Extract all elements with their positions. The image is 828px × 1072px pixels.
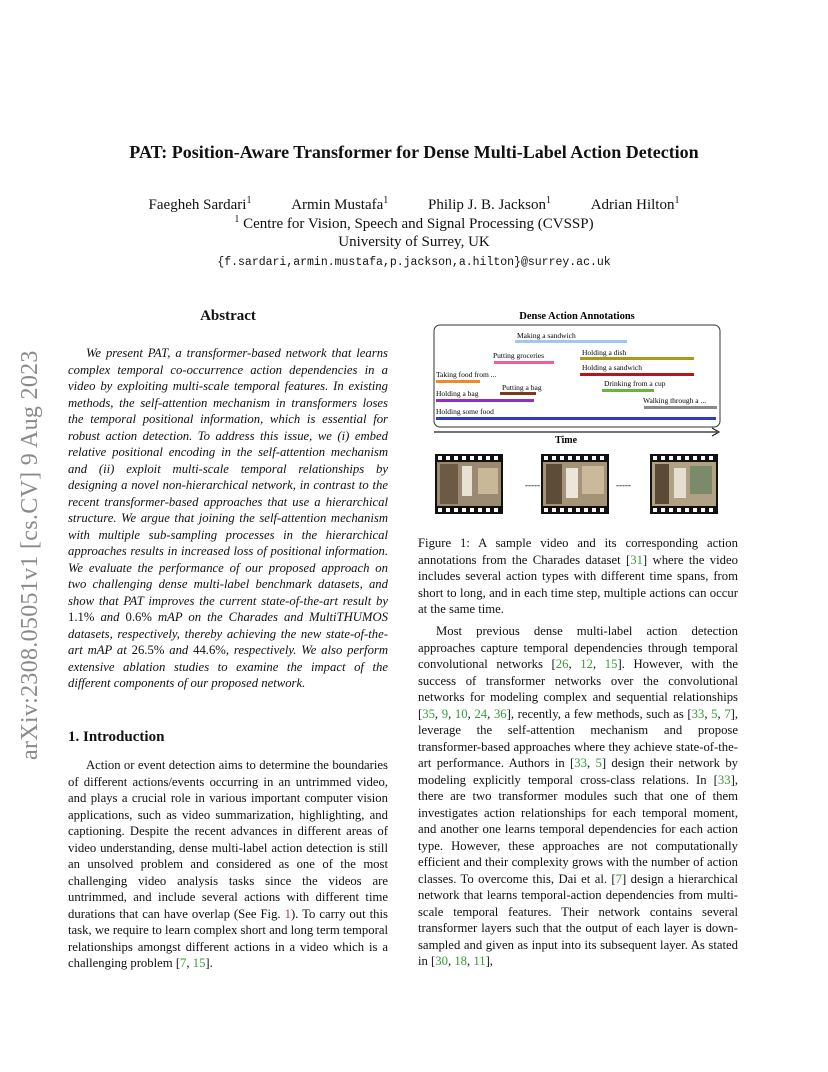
citation-link[interactable]: 35 [422,706,435,721]
action-bar [644,406,717,409]
author-2: Armin Mustafa$^1$ [291,195,389,213]
action-bar [436,399,534,402]
citation-link[interactable]: 30 [435,954,448,968]
action-label: Holding a dish [582,348,627,357]
author-emails: {f.sardari,armin.mustafa,p.jackson,a.hilton}@surrey.ac.uk [217,256,611,269]
abstract-text: We present PAT, a transformer-based network that learns complex temporal co-occurrence action dependencies in a video by exploiting multi-scale temporal features. In existing methods, the self-attention mechanism in transformers loses the temporal positional information, which is essential for robust action detection. To address this issue, we (i) embed relative positional encoding in the self-attention mechanism and (ii) exploit multi-scale temporal relationships by designing a novel non-hierarchical network, in contrast to the recent transformer-based approaches that use a hierarchical structure. We argue that joining the self-attention mechanism with multiple sub-sampling processes in the hierarchical approaches results in increased loss of positional information. We evaluate the performance of our proposed approach on two challenging dense multi-label benchmark datasets, and show that PAT improves the current state-of-the-art result by 1.1% and 0.6% mAP on the Charades and MultiTHUMOS datasets, respectively, thereby achieving the new state-of-the-art mAP at 26.5% and 44.6%, respectively. We also perform extensive ablation studies to examine the impact of the different components of our proposed network. [68,346,389,690]
time-label: Time [554,435,578,446]
action-bar [436,380,480,383]
section-heading-introduction: 1. Introduction [68,729,165,745]
university: University of Surrey, UK [338,234,490,250]
author-3: Philip J. B. Jackson$^1$ [428,195,551,213]
action-label: Holding a sandwich [582,363,642,372]
citation-link[interactable]: 10 [454,706,468,721]
author-list [0,195,828,214]
citation-link[interactable]: 26 [555,657,569,671]
citation-link[interactable]: 31 [630,552,643,567]
action-label: Holding some food [436,407,494,416]
action-label: Drinking from a cup [604,379,666,388]
frame-separator: ----- [616,480,631,490]
action-bar [436,417,716,420]
video-frame-1 [435,454,503,514]
paper-title: PAT: Position-Aware Transformer for Dense Multi-Label Action Detection [129,142,699,162]
action-label: Putting a bag [502,383,542,392]
figure-title: Dense Action Annotations [519,311,635,322]
related-work-paragraph: Most previous dense multi-label action detection approaches capture temporal dependencies through temporal convolutional networks [26, 12, 15]. However, with the success of transformer networks over the convolutional networks for modeling complex and sequential relationships [35, 9, 10, 24, 36], recently, a few methods, such as [33, 5, 7], leverage the self-attention mechanism and propose transformer-based approaches where they achieve state-of-the-art performance. Authors in [33, 5] design their network by modeling explicitly temporal cross-class relations. In [33], there are two transformer modules such that one of them investigates action relationships for each temporal moment, and another one learns temporal dependencies for each action type. However, these approaches are not computationally efficient and their complexity grows with the number of action classes. To overcome this, Dai et al. [7] design a hierarchical network that learns temporal-action dependencies from multi-scale temporal features. Their network contains several transformer layers such that the output of each layer is down-sampled and given as input into its subsequent layer. As stated in [30, 18, 11], [418,624,739,968]
citation-link[interactable]: 36 [493,706,507,721]
action-bar [602,389,654,392]
citation-link[interactable]: 9 [441,706,449,721]
action-bar [500,392,536,395]
frame-separator: ----- [525,480,540,490]
video-frame-2 [541,454,609,514]
affiliation: $^1$ Centre for Vision, Speech and Signal Processing (CVSSP) [234,214,594,232]
citation-link[interactable]: 18 [454,954,467,968]
citation-link[interactable]: 15 [192,956,206,970]
action-label: Holding a bag [436,389,479,398]
video-frame-3 [650,454,718,514]
citation-link[interactable]: 33 [574,756,587,770]
figure-1-dense-action-annotations [432,308,722,518]
arxiv-stamp: arXiv:2308.05051v1 [cs.CV] 9 Aug 2023 [17,350,43,760]
author-4: Adrian Hilton$^1$ [590,195,680,213]
citation-link[interactable]: 33 [717,772,731,787]
citation-link[interactable]: 24 [474,706,488,721]
action-bar [580,357,694,360]
action-bar [494,361,554,364]
action-label: Taking food from ... [436,370,497,379]
citation-link[interactable]: 33 [691,706,705,721]
citation-link[interactable]: 12 [580,657,593,671]
author-1: Faegheh Sardari$^1$ [148,195,252,213]
action-label: Walking through a ... [643,396,707,405]
citation-link[interactable]: 7 [724,706,731,721]
introduction-paragraph: Action or event detection aims to determine the boundaries of different actions/events occurring in an untrimmed video, and plays a crucial role in various important computer vision applications, such as video summarization, highlighting, and captioning. Despite the recent advances in different areas of video understanding, dense multi-label action detection is still an unsolved problem and considered as one of the most challenging video analysis tasks since the videos are untrimmed, and include several actions with different time durations that can have overlap (See Fig. 1). To carry out this task, we require to learn complex short and long term temporal relationships amongst different actions in a video which is a challenging problem [7, 15]. [68,758,388,970]
citation-link[interactable]: 7 [615,871,622,886]
action-bar [515,340,627,343]
figure-caption: Figure 1: A sample video and its corresponding action annotations from the Charades dataset [31] where the video includes several action types with different time spans, from short to long, and in each time step, multiple actions can occur at the same time. [418,536,738,616]
action-label: Putting groceries [493,351,545,360]
action-bar [580,373,694,376]
citation-link[interactable]: 5 [711,706,718,721]
action-label: Making a sandwich [517,331,576,340]
citation-link[interactable]: 11 [473,954,486,968]
abstract-heading: Abstract [200,308,256,324]
figure-ref-link[interactable]: 1 [284,906,291,921]
citation-link[interactable]: 5 [595,756,602,770]
citation-link[interactable]: 15 [604,657,618,671]
citation-link[interactable]: 7 [180,956,187,970]
